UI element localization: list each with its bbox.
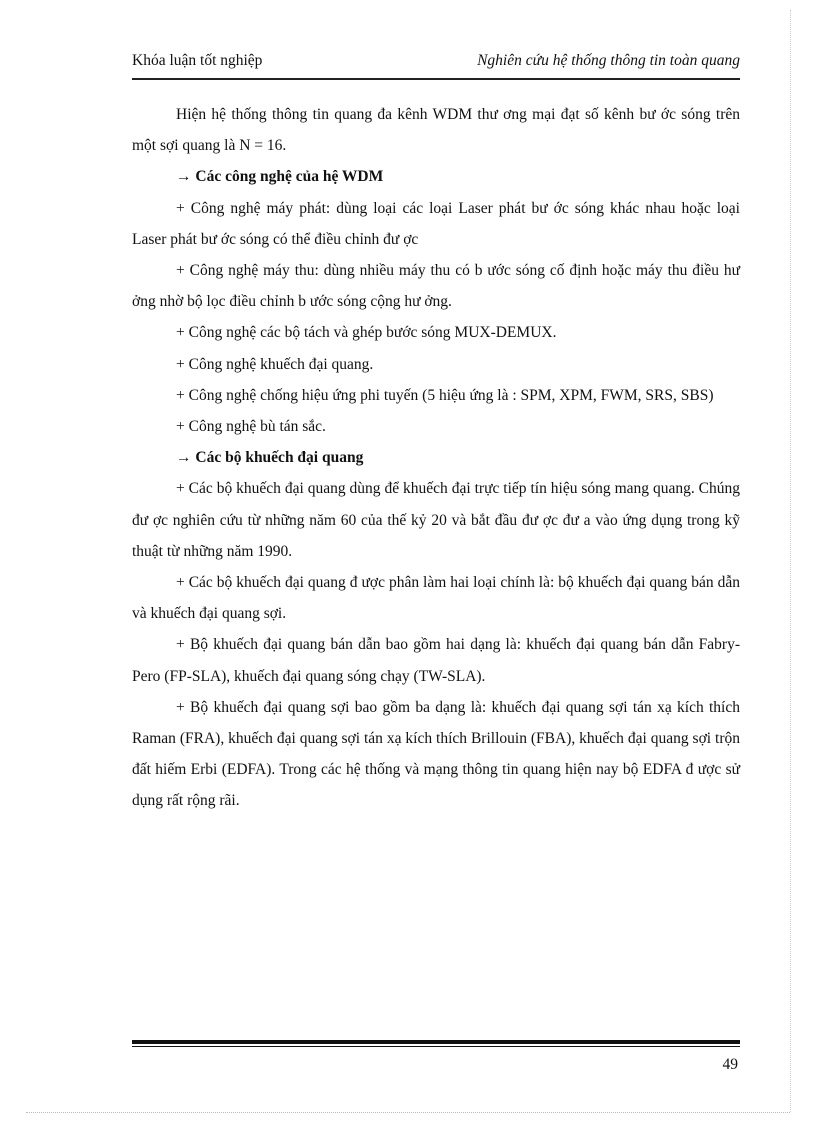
header-left-title: Khóa luận tốt nghiệp — [132, 52, 263, 69]
document-body — [132, 99, 740, 817]
paragraph-amplifier-types: + Các bộ khuếch đại quang đ ược phân làm hai loại chính là: bộ khuếch đại quang bán dẫn và khuếch đại quang sợi. — [132, 574, 740, 623]
paragraph-receiver-tech: + Công nghệ máy thu: dùng nhiều máy thu có b ước sóng cố định hoặc máy thu điều hư ởng nhờ bộ lọc điều chỉnh b ước sóng cộng hư ởng. — [132, 262, 740, 311]
paragraph-mux-demux: + Công nghệ các bộ tách và ghép bước sóng MUX-DEMUX. — [176, 324, 557, 342]
heading-wdm-technologies: → Các công nghệ của hệ WDM — [176, 168, 384, 186]
page-edge-bottom — [26, 1112, 790, 1113]
paragraph-amplifier-intro: + Các bộ khuếch đại quang dùng để khuếch đại trực tiếp tín hiệu sóng mang quang. Chúng đư ợc nghiên cứu từ những năm 60 của thế kỷ 20 và bắt đầu đư ợc đư a vào ứng dụng trong kỹ thuật từ những năm 1990. — [132, 480, 740, 560]
paragraph-transmitter-tech: + Công nghệ máy phát: dùng loại các loại Laser phát bư ớc sóng khác nhau hoặc loại Laser phát bư ớc sóng có thể điều chỉnh đư ợc — [132, 199, 740, 248]
page-header — [132, 50, 740, 74]
page-number: 49 — [722, 1056, 738, 1073]
header-divider — [132, 78, 740, 80]
header-right-title: Nghiên cứu hệ thống thông tin toàn quang — [477, 52, 740, 69]
paragraph-optical-amplifier: + Công nghệ khuếch đại quang. — [176, 355, 374, 373]
paragraph-wdm-channels: Hiện hệ thống thông tin quang đa kênh WDM thư ơng mại đạt số kênh bư ớc sóng trên một sợi quang là N = 16. — [132, 106, 740, 155]
footer-divider-thick — [132, 1040, 740, 1044]
paragraph-dispersion-comp: + Công nghệ bù tán sắc. — [176, 418, 326, 436]
paragraph-fiber-amp: + Bộ khuếch đại quang sợi bao gồm ba dạng là: khuếch đại quang sợi tán xạ kích thích Raman (FRA), khuếch đại quang sợi tán xạ kích thích Brillouin (FBA), khuếch đại quang sợi trộn đất hiếm Erbi (EDFA). Trong các hệ thống và mạng thông tin quang hiện nay bộ EDFA đ ược sử dụng rất rộng rãi. — [132, 698, 740, 810]
page-edge-right — [790, 10, 791, 1112]
heading-optical-amplifiers: → Các bộ khuếch đại quang — [176, 449, 364, 467]
paragraph-semiconductor-amp: + Bộ khuếch đại quang bán dẫn bao gồm hai dạng là: khuếch đại quang bán dẫn Fabry-Pero (FP-SLA), khuếch đại quang sóng chạy (TW-SLA). — [132, 636, 740, 685]
footer-divider-thin — [132, 1046, 740, 1047]
paragraph-nonlinear-effects: + Công nghệ chống hiệu ứng phi tuyến (5 hiệu ứng là : SPM, XPM, FWM, SRS, SBS) — [176, 386, 714, 404]
